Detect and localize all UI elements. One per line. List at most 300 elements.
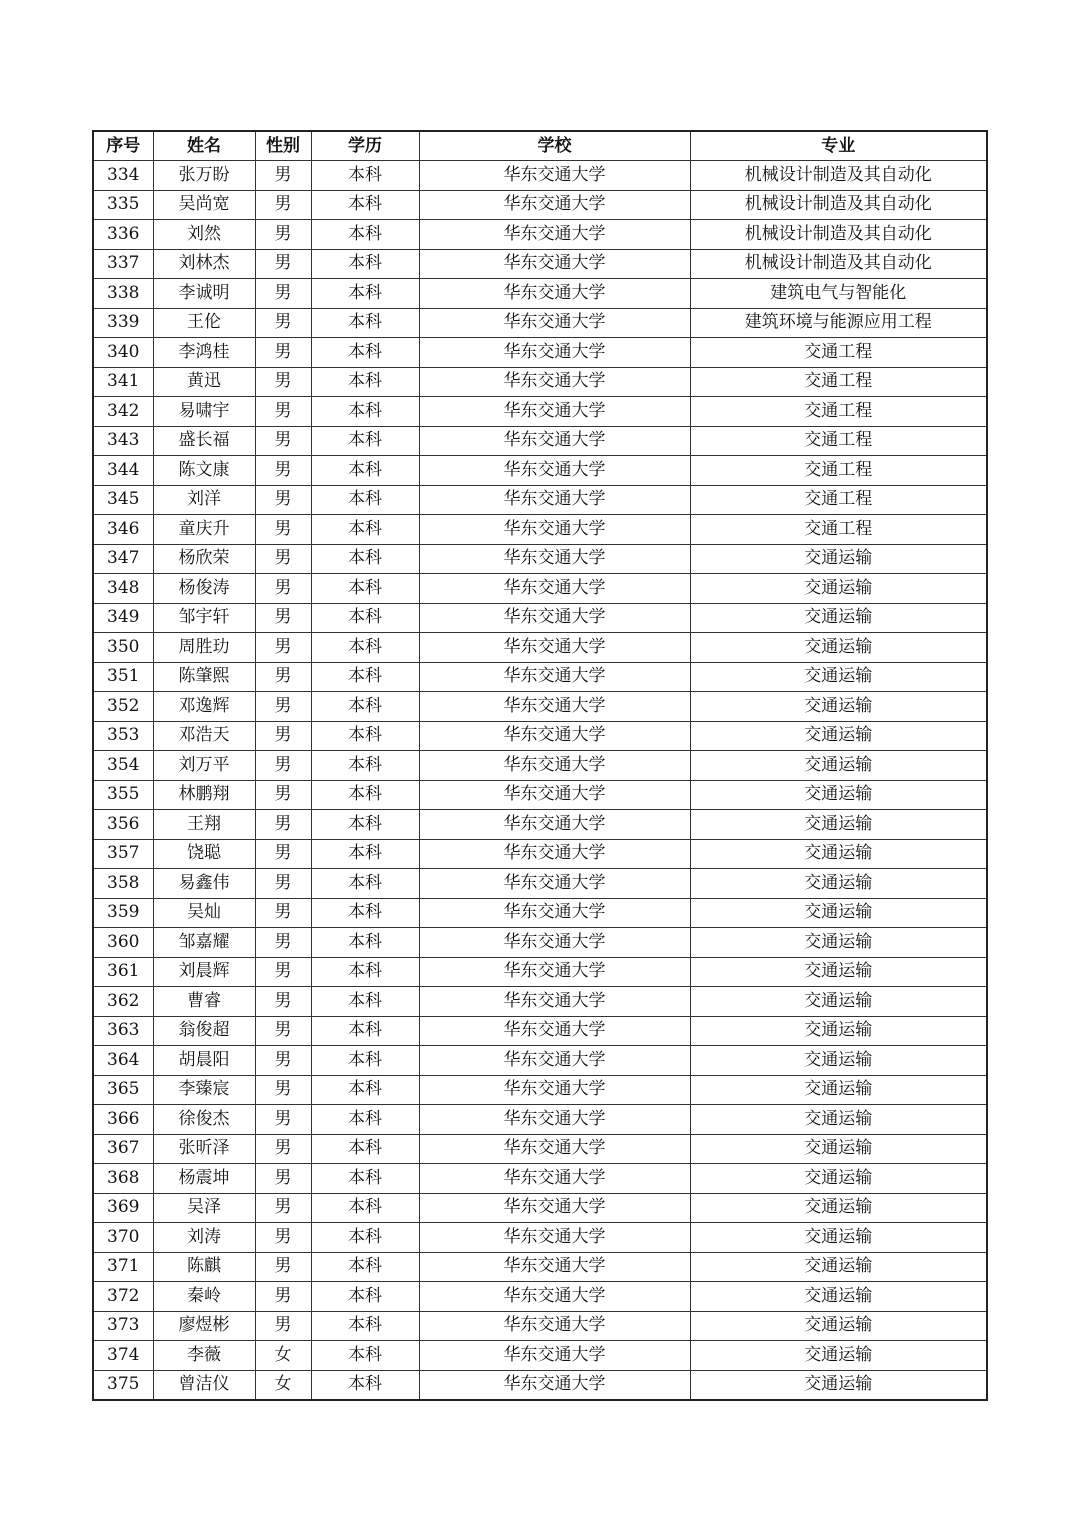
cell-school: 华东交通大学 (419, 1223, 690, 1253)
cell-major: 交通运输 (690, 1105, 987, 1135)
cell-school: 华东交通大学 (419, 839, 690, 869)
cell-school: 华东交通大学 (419, 1016, 690, 1046)
cell-education: 本科 (311, 1341, 419, 1371)
cell-name: 邓逸辉 (153, 692, 255, 722)
cell-school: 华东交通大学 (419, 928, 690, 958)
table-row (93, 190, 987, 220)
header-education: 学历 (311, 131, 419, 161)
cell-name: 盛长福 (153, 426, 255, 456)
cell-serial-number: 347 (93, 544, 153, 574)
header-row (93, 131, 987, 161)
cell-serial-number: 337 (93, 249, 153, 279)
table-row (93, 1105, 987, 1135)
cell-school: 华东交通大学 (419, 780, 690, 810)
cell-school: 华东交通大学 (419, 987, 690, 1017)
cell-major: 交通运输 (690, 574, 987, 604)
cell-school: 华东交通大学 (419, 1282, 690, 1312)
table-row (93, 869, 987, 899)
cell-education: 本科 (311, 1134, 419, 1164)
cell-name: 曾洁仪 (153, 1370, 255, 1400)
header-gender: 性别 (255, 131, 311, 161)
table-body (93, 161, 987, 1401)
cell-education: 本科 (311, 1193, 419, 1223)
cell-major: 交通运输 (690, 721, 987, 751)
cell-name: 李诚明 (153, 279, 255, 309)
cell-name: 杨欣荣 (153, 544, 255, 574)
cell-education: 本科 (311, 397, 419, 427)
cell-major: 交通运输 (690, 1341, 987, 1371)
cell-serial-number: 354 (93, 751, 153, 781)
cell-name: 吴灿 (153, 898, 255, 928)
cell-education: 本科 (311, 485, 419, 515)
cell-gender: 男 (255, 957, 311, 987)
cell-school: 华东交通大学 (419, 898, 690, 928)
header-school: 学校 (419, 131, 690, 161)
cell-education: 本科 (311, 692, 419, 722)
cell-gender: 男 (255, 751, 311, 781)
cell-serial-number: 351 (93, 662, 153, 692)
cell-major: 交通运输 (690, 692, 987, 722)
roster-table (92, 130, 988, 1401)
cell-name: 胡晨阳 (153, 1046, 255, 1076)
cell-serial-number: 363 (93, 1016, 153, 1046)
cell-name: 易鑫伟 (153, 869, 255, 899)
cell-gender: 男 (255, 161, 311, 191)
cell-gender: 男 (255, 1164, 311, 1194)
cell-school: 华东交通大学 (419, 1046, 690, 1076)
table-row (93, 751, 987, 781)
cell-education: 本科 (311, 456, 419, 486)
cell-school: 华东交通大学 (419, 662, 690, 692)
cell-gender: 男 (255, 279, 311, 309)
cell-serial-number: 335 (93, 190, 153, 220)
cell-school: 华东交通大学 (419, 367, 690, 397)
cell-gender: 男 (255, 1105, 311, 1135)
cell-school: 华东交通大学 (419, 751, 690, 781)
cell-education: 本科 (311, 1105, 419, 1135)
table-row (93, 662, 987, 692)
cell-name: 周胜玏 (153, 633, 255, 663)
cell-education: 本科 (311, 1223, 419, 1253)
cell-serial-number: 369 (93, 1193, 153, 1223)
cell-school: 华东交通大学 (419, 1311, 690, 1341)
cell-education: 本科 (311, 279, 419, 309)
cell-name: 徐俊杰 (153, 1105, 255, 1135)
cell-major: 交通运输 (690, 780, 987, 810)
cell-gender: 男 (255, 249, 311, 279)
cell-gender: 男 (255, 426, 311, 456)
cell-education: 本科 (311, 603, 419, 633)
cell-name: 童庆升 (153, 515, 255, 545)
cell-name: 饶聪 (153, 839, 255, 869)
cell-school: 华东交通大学 (419, 810, 690, 840)
table-row (93, 692, 987, 722)
cell-education: 本科 (311, 987, 419, 1017)
header-name: 姓名 (153, 131, 255, 161)
cell-name: 杨俊涛 (153, 574, 255, 604)
cell-serial-number: 343 (93, 426, 153, 456)
cell-major: 交通工程 (690, 485, 987, 515)
cell-serial-number: 370 (93, 1223, 153, 1253)
cell-name: 廖煜彬 (153, 1311, 255, 1341)
cell-serial-number: 374 (93, 1341, 153, 1371)
cell-school: 华东交通大学 (419, 1105, 690, 1135)
cell-name: 邹宇轩 (153, 603, 255, 633)
document-page (92, 130, 986, 1401)
table-row (93, 485, 987, 515)
cell-school: 华东交通大学 (419, 515, 690, 545)
cell-major: 交通运输 (690, 1075, 987, 1105)
cell-school: 华东交通大学 (419, 249, 690, 279)
cell-education: 本科 (311, 515, 419, 545)
cell-school: 华东交通大学 (419, 485, 690, 515)
cell-gender: 男 (255, 692, 311, 722)
table-row (93, 603, 987, 633)
cell-education: 本科 (311, 1252, 419, 1282)
cell-gender: 男 (255, 308, 311, 338)
cell-name: 王翔 (153, 810, 255, 840)
cell-name: 陈肇熙 (153, 662, 255, 692)
table-row (93, 1164, 987, 1194)
cell-school: 华东交通大学 (419, 1193, 690, 1223)
cell-gender: 女 (255, 1370, 311, 1400)
cell-education: 本科 (311, 220, 419, 250)
cell-name: 黄迅 (153, 367, 255, 397)
cell-serial-number: 358 (93, 869, 153, 899)
cell-major: 机械设计制造及其自动化 (690, 249, 987, 279)
table-row (93, 515, 987, 545)
cell-gender: 男 (255, 367, 311, 397)
cell-major: 交通运输 (690, 1311, 987, 1341)
cell-gender: 男 (255, 898, 311, 928)
cell-gender: 男 (255, 810, 311, 840)
table-row (93, 810, 987, 840)
cell-name: 翁俊超 (153, 1016, 255, 1046)
cell-gender: 男 (255, 603, 311, 633)
cell-serial-number: 362 (93, 987, 153, 1017)
cell-education: 本科 (311, 190, 419, 220)
cell-gender: 男 (255, 1134, 311, 1164)
cell-gender: 男 (255, 1046, 311, 1076)
cell-gender: 男 (255, 1282, 311, 1312)
cell-gender: 女 (255, 1341, 311, 1371)
cell-gender: 男 (255, 633, 311, 663)
cell-serial-number: 366 (93, 1105, 153, 1135)
cell-major: 建筑环境与能源应用工程 (690, 308, 987, 338)
cell-school: 华东交通大学 (419, 456, 690, 486)
cell-education: 本科 (311, 928, 419, 958)
table-row (93, 957, 987, 987)
cell-education: 本科 (311, 161, 419, 191)
cell-education: 本科 (311, 544, 419, 574)
cell-education: 本科 (311, 721, 419, 751)
cell-major: 交通运输 (690, 1193, 987, 1223)
cell-serial-number: 334 (93, 161, 153, 191)
table-row (93, 161, 987, 191)
cell-serial-number: 336 (93, 220, 153, 250)
cell-serial-number: 357 (93, 839, 153, 869)
cell-gender: 男 (255, 1311, 311, 1341)
cell-gender: 男 (255, 1223, 311, 1253)
cell-major: 交通运输 (690, 1223, 987, 1253)
cell-education: 本科 (311, 308, 419, 338)
cell-gender: 男 (255, 456, 311, 486)
table-row (93, 1046, 987, 1076)
cell-major: 交通运输 (690, 751, 987, 781)
table-row (93, 1370, 987, 1400)
cell-education: 本科 (311, 662, 419, 692)
cell-gender: 男 (255, 220, 311, 250)
cell-name: 易啸宇 (153, 397, 255, 427)
cell-gender: 男 (255, 397, 311, 427)
cell-gender: 男 (255, 662, 311, 692)
cell-major: 交通运输 (690, 1282, 987, 1312)
cell-school: 华东交通大学 (419, 397, 690, 427)
cell-gender: 男 (255, 544, 311, 574)
table-row (93, 544, 987, 574)
cell-serial-number: 342 (93, 397, 153, 427)
cell-education: 本科 (311, 367, 419, 397)
cell-major: 机械设计制造及其自动化 (690, 161, 987, 191)
cell-major: 交通运输 (690, 928, 987, 958)
table-row (93, 1016, 987, 1046)
cell-serial-number: 373 (93, 1311, 153, 1341)
cell-gender: 男 (255, 574, 311, 604)
cell-education: 本科 (311, 1016, 419, 1046)
cell-education: 本科 (311, 426, 419, 456)
cell-major: 交通运输 (690, 898, 987, 928)
cell-school: 华东交通大学 (419, 633, 690, 663)
cell-education: 本科 (311, 1075, 419, 1105)
cell-gender: 男 (255, 987, 311, 1017)
cell-education: 本科 (311, 839, 419, 869)
cell-serial-number: 356 (93, 810, 153, 840)
cell-major: 交通工程 (690, 338, 987, 368)
cell-serial-number: 350 (93, 633, 153, 663)
cell-name: 王伦 (153, 308, 255, 338)
cell-serial-number: 344 (93, 456, 153, 486)
table-row (93, 780, 987, 810)
cell-gender: 男 (255, 485, 311, 515)
cell-education: 本科 (311, 633, 419, 663)
cell-education: 本科 (311, 1311, 419, 1341)
cell-gender: 男 (255, 839, 311, 869)
cell-school: 华东交通大学 (419, 161, 690, 191)
cell-school: 华东交通大学 (419, 957, 690, 987)
cell-school: 华东交通大学 (419, 1341, 690, 1371)
cell-serial-number: 375 (93, 1370, 153, 1400)
cell-school: 华东交通大学 (419, 721, 690, 751)
cell-gender: 男 (255, 1075, 311, 1105)
cell-name: 刘涛 (153, 1223, 255, 1253)
table-row (93, 1134, 987, 1164)
table-row (93, 928, 987, 958)
cell-school: 华东交通大学 (419, 220, 690, 250)
cell-school: 华东交通大学 (419, 544, 690, 574)
table-row (93, 633, 987, 663)
cell-major: 交通运输 (690, 1252, 987, 1282)
cell-name: 陈麒 (153, 1252, 255, 1282)
cell-gender: 男 (255, 1193, 311, 1223)
cell-education: 本科 (311, 898, 419, 928)
table-row (93, 1282, 987, 1312)
cell-serial-number: 339 (93, 308, 153, 338)
cell-name: 邓浩天 (153, 721, 255, 751)
cell-education: 本科 (311, 810, 419, 840)
cell-education: 本科 (311, 1164, 419, 1194)
cell-name: 邹嘉耀 (153, 928, 255, 958)
cell-major: 交通运输 (690, 869, 987, 899)
cell-education: 本科 (311, 751, 419, 781)
cell-serial-number: 353 (93, 721, 153, 751)
cell-name: 曹睿 (153, 987, 255, 1017)
cell-name: 刘晨辉 (153, 957, 255, 987)
cell-gender: 男 (255, 780, 311, 810)
cell-education: 本科 (311, 1046, 419, 1076)
cell-school: 华东交通大学 (419, 1252, 690, 1282)
cell-name: 刘洋 (153, 485, 255, 515)
cell-serial-number: 368 (93, 1164, 153, 1194)
cell-school: 华东交通大学 (419, 1370, 690, 1400)
cell-school: 华东交通大学 (419, 308, 690, 338)
cell-major: 交通运输 (690, 603, 987, 633)
cell-serial-number: 355 (93, 780, 153, 810)
cell-name: 秦岭 (153, 1282, 255, 1312)
table-row (93, 338, 987, 368)
cell-major: 交通工程 (690, 397, 987, 427)
cell-serial-number: 364 (93, 1046, 153, 1076)
header-serial-number: 序号 (93, 131, 153, 161)
table-row (93, 987, 987, 1017)
cell-name: 刘然 (153, 220, 255, 250)
table-row (93, 1341, 987, 1371)
cell-major: 交通运输 (690, 1046, 987, 1076)
cell-education: 本科 (311, 869, 419, 899)
cell-serial-number: 367 (93, 1134, 153, 1164)
cell-education: 本科 (311, 574, 419, 604)
table-header (93, 131, 987, 161)
cell-school: 华东交通大学 (419, 574, 690, 604)
cell-serial-number: 346 (93, 515, 153, 545)
cell-education: 本科 (311, 338, 419, 368)
cell-name: 吴泽 (153, 1193, 255, 1223)
table-row (93, 456, 987, 486)
cell-education: 本科 (311, 780, 419, 810)
cell-school: 华东交通大学 (419, 692, 690, 722)
cell-school: 华东交通大学 (419, 1164, 690, 1194)
cell-education: 本科 (311, 249, 419, 279)
table-row (93, 721, 987, 751)
cell-serial-number: 361 (93, 957, 153, 987)
cell-major: 交通运输 (690, 633, 987, 663)
cell-major: 机械设计制造及其自动化 (690, 190, 987, 220)
cell-major: 交通运输 (690, 957, 987, 987)
cell-school: 华东交通大学 (419, 190, 690, 220)
cell-name: 张万盼 (153, 161, 255, 191)
cell-major: 交通运输 (690, 1016, 987, 1046)
table-row (93, 1311, 987, 1341)
cell-education: 本科 (311, 1282, 419, 1312)
cell-school: 华东交通大学 (419, 1134, 690, 1164)
cell-serial-number: 371 (93, 1252, 153, 1282)
cell-school: 华东交通大学 (419, 869, 690, 899)
cell-name: 林鹏翔 (153, 780, 255, 810)
table-row (93, 839, 987, 869)
cell-serial-number: 349 (93, 603, 153, 633)
cell-school: 华东交通大学 (419, 1075, 690, 1105)
cell-major: 交通工程 (690, 426, 987, 456)
cell-school: 华东交通大学 (419, 603, 690, 633)
cell-major: 交通运输 (690, 1370, 987, 1400)
cell-education: 本科 (311, 957, 419, 987)
header-major: 专业 (690, 131, 987, 161)
cell-gender: 男 (255, 190, 311, 220)
cell-gender: 男 (255, 515, 311, 545)
table-row (93, 1252, 987, 1282)
table-row (93, 574, 987, 604)
table-row (93, 898, 987, 928)
cell-name: 刘林杰 (153, 249, 255, 279)
cell-name: 李鸿桂 (153, 338, 255, 368)
table-row (93, 279, 987, 309)
cell-major: 交通运输 (690, 810, 987, 840)
cell-serial-number: 360 (93, 928, 153, 958)
cell-major: 交通运输 (690, 544, 987, 574)
table-row (93, 367, 987, 397)
cell-major: 交通工程 (690, 515, 987, 545)
cell-major: 交通运输 (690, 1164, 987, 1194)
cell-school: 华东交通大学 (419, 426, 690, 456)
cell-name: 刘万平 (153, 751, 255, 781)
cell-name: 杨震坤 (153, 1164, 255, 1194)
cell-name: 李薇 (153, 1341, 255, 1371)
cell-serial-number: 340 (93, 338, 153, 368)
cell-serial-number: 352 (93, 692, 153, 722)
table-row (93, 397, 987, 427)
cell-education: 本科 (311, 1370, 419, 1400)
table-row (93, 249, 987, 279)
cell-major: 交通运输 (690, 1134, 987, 1164)
cell-name: 陈文康 (153, 456, 255, 486)
cell-major: 交通运输 (690, 839, 987, 869)
cell-gender: 男 (255, 928, 311, 958)
cell-serial-number: 341 (93, 367, 153, 397)
cell-gender: 男 (255, 721, 311, 751)
cell-serial-number: 372 (93, 1282, 153, 1312)
table-row (93, 220, 987, 250)
cell-major: 机械设计制造及其自动化 (690, 220, 987, 250)
cell-gender: 男 (255, 1016, 311, 1046)
table-row (93, 1223, 987, 1253)
cell-serial-number: 338 (93, 279, 153, 309)
cell-serial-number: 348 (93, 574, 153, 604)
table-row (93, 1075, 987, 1105)
cell-gender: 男 (255, 1252, 311, 1282)
cell-school: 华东交通大学 (419, 338, 690, 368)
cell-serial-number: 359 (93, 898, 153, 928)
cell-gender: 男 (255, 869, 311, 899)
cell-name: 张昕泽 (153, 1134, 255, 1164)
cell-major: 交通工程 (690, 456, 987, 486)
table-row (93, 1193, 987, 1223)
cell-major: 交通运输 (690, 987, 987, 1017)
cell-major: 交通运输 (690, 662, 987, 692)
cell-gender: 男 (255, 338, 311, 368)
cell-name: 吴尚宽 (153, 190, 255, 220)
table-row (93, 426, 987, 456)
cell-major: 建筑电气与智能化 (690, 279, 987, 309)
cell-school: 华东交通大学 (419, 279, 690, 309)
